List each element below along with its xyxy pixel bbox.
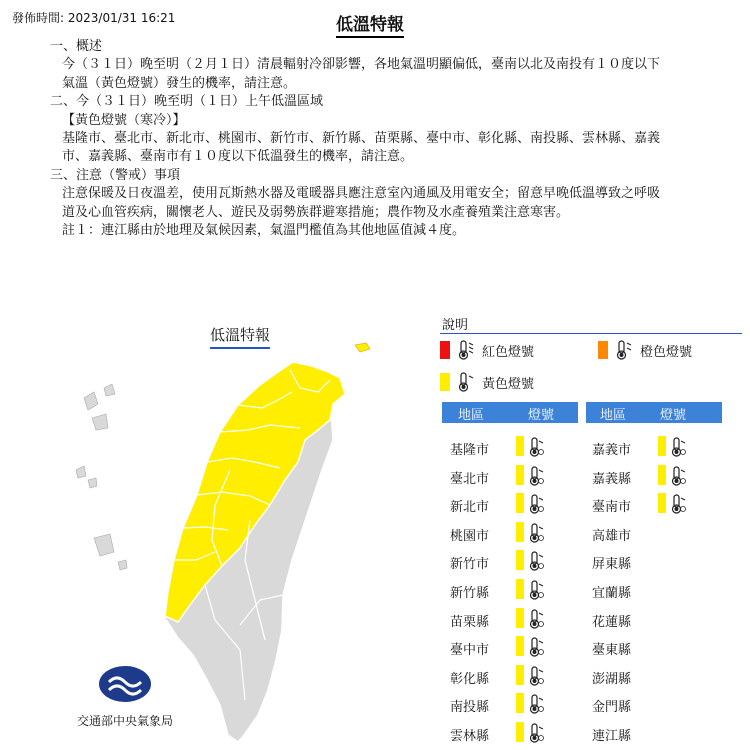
yellow-signal <box>516 665 524 685</box>
yellow-signal <box>516 579 524 599</box>
region-name: 彰化縣 <box>450 671 490 687</box>
section-3-line-2: 道及心血管疾病，關懷老人、遊民及弱勢族群避寒措施；農作物及水產養殖業注意寒害。 <box>62 204 570 220</box>
thermometer-icon <box>528 465 546 491</box>
region-name: 高雄市 <box>592 528 632 544</box>
thermometer-icon <box>456 371 476 393</box>
yellow-signal <box>658 436 666 456</box>
region-name: 新竹市 <box>450 557 490 573</box>
region-name: 嘉義市 <box>592 443 632 458</box>
region-name: 苗栗縣 <box>450 614 490 630</box>
yellow-signal <box>516 722 524 742</box>
thermometer-icon <box>670 493 688 519</box>
issued-time: 發佈時間: 2023/01/31 16:21 <box>12 11 176 25</box>
yellow-signal <box>658 493 666 513</box>
thermometer-icon <box>528 493 546 519</box>
thermometer-icon <box>528 636 546 662</box>
legend-red <box>440 339 534 361</box>
section-1-heading: 一、概述 <box>50 39 103 54</box>
note-line: 註１：連江縣由於地理及氣候因素，氣溫門檻值為其他地區值減４度。 <box>62 223 466 239</box>
orange-label: 橙色燈號 <box>640 344 693 360</box>
region-row <box>586 465 722 487</box>
table-header-right <box>586 402 722 423</box>
region-row <box>586 636 722 658</box>
section-2-line-1: 基隆市、臺北市、新北市、桃園市、新竹市、新竹縣、苗栗縣、臺中市、彰化縣、南投縣、雲林縣、嘉義 <box>62 131 661 147</box>
col-signal-left: 燈號 <box>528 408 555 423</box>
thermometer-icon <box>528 522 546 548</box>
region-name: 南投縣 <box>450 700 490 716</box>
red-label: 紅色燈號 <box>482 344 535 360</box>
region-name: 嘉義縣 <box>592 471 632 487</box>
yellow-signal <box>658 465 666 485</box>
region-row <box>586 550 722 572</box>
yellow-swatch <box>440 373 450 391</box>
region-name: 宜蘭縣 <box>592 586 632 601</box>
region-name: 臺南市 <box>592 500 632 516</box>
yellow-signal <box>516 522 524 542</box>
region-row <box>444 550 580 572</box>
agency-block <box>60 664 190 729</box>
region-name: 基隆市 <box>450 443 490 458</box>
thermometer-icon <box>528 579 546 605</box>
map-title: 低溫特報 <box>210 324 270 349</box>
section-2-line-2: 市、嘉義縣、臺南市有１０度以下低溫發生的機率，請注意。 <box>62 149 414 165</box>
bulletin-title: 低溫特報 <box>336 10 404 38</box>
col-region-right: 地區 <box>600 408 627 423</box>
legend-orange <box>598 339 692 361</box>
region-row <box>586 493 722 515</box>
region-name: 新竹縣 <box>450 586 490 601</box>
region-row <box>586 436 722 458</box>
yellow-signal <box>516 465 524 485</box>
region-name: 連江縣 <box>592 729 632 744</box>
region-row <box>444 636 580 658</box>
region-name: 雲林縣 <box>450 729 490 744</box>
region-name: 臺中市 <box>450 643 490 659</box>
outlying-islands <box>76 384 127 570</box>
yellow-signal <box>516 693 524 713</box>
region-name: 新北市 <box>450 500 490 516</box>
region-name: 澎湖縣 <box>592 671 632 687</box>
region-row <box>444 722 580 744</box>
orange-swatch <box>598 341 608 359</box>
legend-divider <box>440 333 742 334</box>
thermometer-icon <box>528 550 546 576</box>
region-row <box>444 493 580 515</box>
thermometer-icon <box>670 436 688 462</box>
region-row <box>444 693 580 715</box>
region-name: 臺東縣 <box>592 643 632 659</box>
section-2-heading: 二、今（３１日）晚至明（１日）上午低溫區域 <box>50 94 324 110</box>
region-name: 花蓮縣 <box>592 614 632 630</box>
section-3-line-1: 注意保暖及日夜溫差，使用瓦斯熱水器及電暖器具應注意室內通風及用電安全；留意早晚低溫導致之呼吸 <box>62 186 661 202</box>
thermometer-icon <box>528 665 546 691</box>
yellow-signal <box>516 436 524 456</box>
region-row <box>586 722 722 744</box>
section-1-line-1: 今（３１日）晚至明（２月１日）清晨輻射冷卻影響，各地氣溫明顯偏低，臺南以北及南投有１０度以下 <box>62 57 661 73</box>
yellow-signal <box>516 550 524 570</box>
yellow-label: 黃色燈號 <box>482 376 535 392</box>
section-1-line-2: 氣溫（黃色燈號）發生的機率，請注意。 <box>62 75 297 91</box>
region-name: 金門縣 <box>592 700 632 716</box>
thermometer-icon <box>528 608 546 634</box>
agency-name: 交通部中央氣象局 <box>76 714 173 728</box>
region-row <box>444 522 580 544</box>
thermometer-icon <box>670 465 688 491</box>
region-row <box>444 608 580 630</box>
thermometer-icon <box>614 339 634 361</box>
region-row <box>444 579 580 601</box>
legend-yellow <box>440 371 534 393</box>
cwa-logo <box>97 664 153 704</box>
region-row <box>586 608 722 630</box>
col-signal-right: 燈號 <box>660 408 687 423</box>
region-row <box>444 436 580 458</box>
thermometer-icon <box>456 339 476 361</box>
region-name: 桃園市 <box>450 528 490 544</box>
yellow-signal <box>516 608 524 628</box>
thermometer-icon <box>528 436 546 462</box>
region-name: 臺北市 <box>450 471 490 487</box>
yellow-signal <box>516 636 524 656</box>
thermometer-icon <box>528 722 546 748</box>
region-row <box>444 465 580 487</box>
thermometer-icon <box>528 693 546 719</box>
red-swatch <box>440 341 450 359</box>
region-name: 屏東縣 <box>592 557 632 573</box>
matsu-islands <box>355 343 370 352</box>
region-row <box>586 579 722 601</box>
table-header-left <box>442 402 578 423</box>
region-row <box>586 522 722 544</box>
region-row <box>444 665 580 687</box>
region-row <box>586 693 722 715</box>
legend-title: 說明 <box>442 318 469 333</box>
section-2-subheading: 【黃色燈號（寒冷）】 <box>62 112 186 128</box>
section-3-heading: 三、注意（警戒）事項 <box>50 167 181 183</box>
region-row <box>586 665 722 687</box>
col-region-left: 地區 <box>458 408 485 423</box>
yellow-signal <box>516 493 524 513</box>
